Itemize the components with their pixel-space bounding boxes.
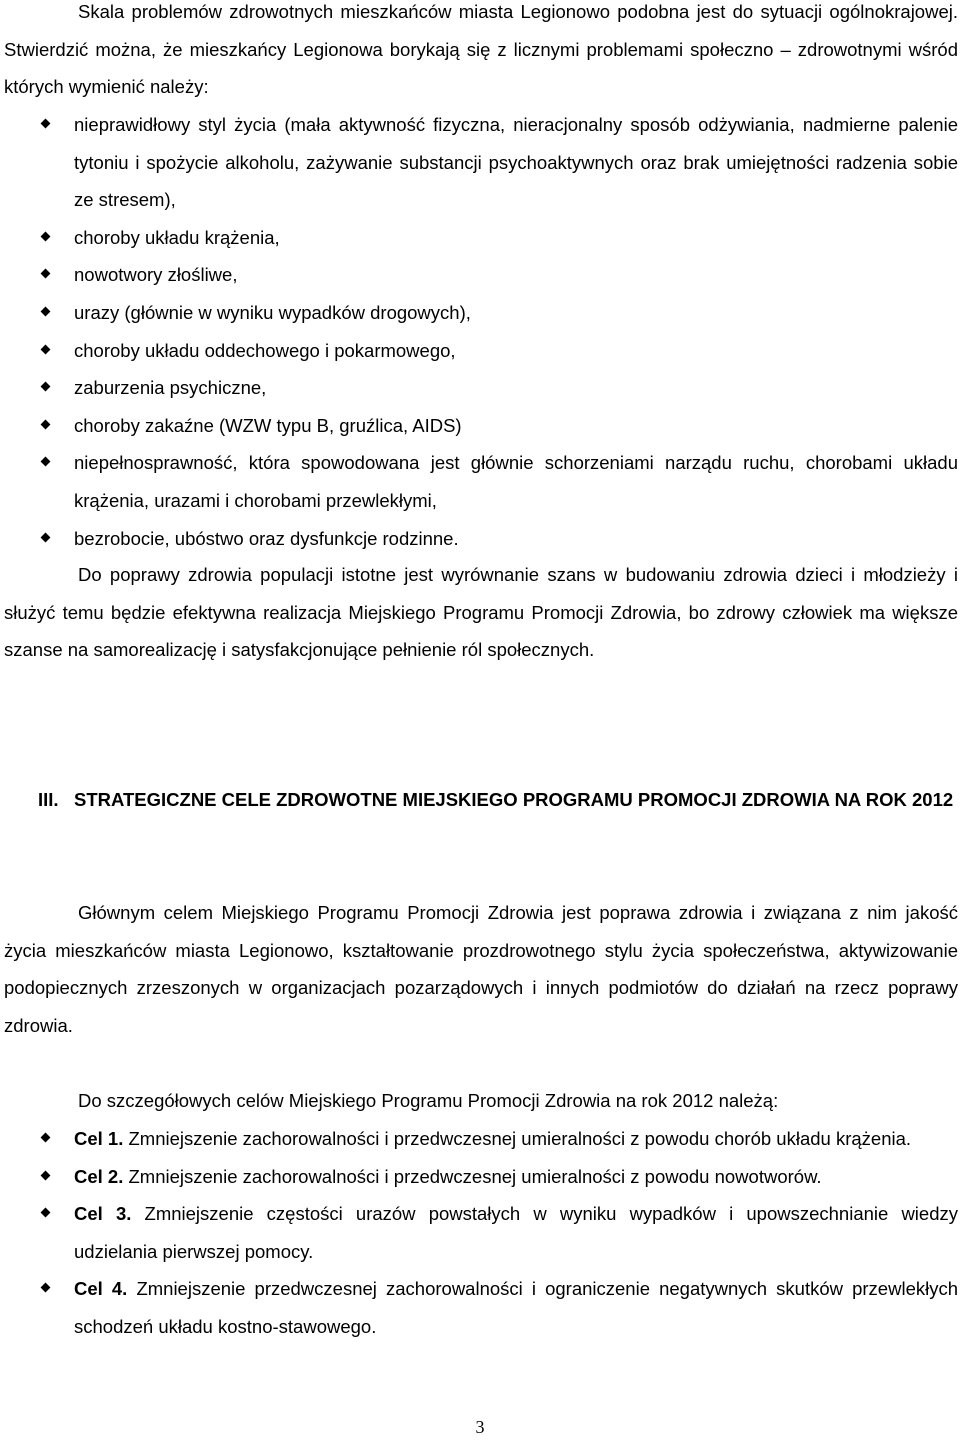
goal-label: Cel 2.: [74, 1165, 124, 1187]
diamond-bullet-icon: [41, 269, 51, 279]
goals-list: [4, 1120, 958, 1346]
goal-item: [4, 1270, 958, 1345]
intro-paragraph: Skala problemów zdrowotnych mieszkańców miasta Legionowo podobna jest do sytuacji ogólnokrajowej. Stwierdzić można, że mieszkańcy Legionowa borykają się z licznymi problemami społeczno – zdrowotnymi wśród których wymienić należy:: [4, 1, 958, 98]
diamond-bullet-icon: [41, 1170, 51, 1180]
goal-item: [4, 1158, 958, 1196]
diamond-bullet-icon: [41, 419, 51, 429]
goal-label: Cel 4.: [74, 1278, 128, 1300]
diamond-bullet-icon: [41, 119, 51, 129]
goal-item: [4, 1120, 958, 1158]
main-goal-paragraph: Głównym celem Miejskiego Programu Promocji Zdrowia jest poprawa zdrowia i związana z nim jakość życia mieszkańców miasta Legionowo, kształtowanie prozdrowotnego stylu życia społeczeństwa, aktywizowanie podopiecznych zrzeszonych w organizacjach pozarządowych i innych podmiotów do działań na rzecz poprawy zdrowia.: [4, 902, 958, 1036]
list-item: niepełnosprawność, która spowodowana jest głównie schorzeniami narządu ruchu, chorobami układu krążenia, urazami i chorobami przewlekłymi,: [4, 444, 958, 519]
diamond-bullet-icon: [41, 382, 51, 392]
diamond-bullet-icon: [41, 532, 51, 542]
diamond-bullet-icon: [41, 1283, 51, 1293]
list-item: nowotwory złośliwe,: [4, 256, 958, 294]
list-item: choroby zakaźne (WZW typu B, gruźlica, AIDS): [4, 407, 958, 445]
section-number: III.: [38, 789, 59, 810]
goal-text: Zmniejszenie częstości urazów powstałych w wyniku wypadków i upowszechnianie wiedzy udzielania pierwszej pomocy.: [74, 1203, 958, 1262]
goal-label: Cel 3.: [74, 1203, 132, 1225]
goal-text: Zmniejszenie zachorowalności i przedwczesnej umieralności z powodu chorób układu krążenia.: [128, 1128, 912, 1149]
page-number: 3: [475, 1417, 485, 1437]
diamond-bullet-icon: [41, 457, 51, 467]
diamond-bullet-icon: [41, 1133, 51, 1143]
diamond-bullet-icon: [41, 344, 51, 354]
list-item: choroby układu oddechowego i pokarmowego,: [4, 332, 958, 370]
list-item: zaburzenia psychiczne,: [4, 369, 958, 407]
diamond-bullet-icon: [41, 307, 51, 317]
list-item: nieprawidłowy styl życia (mała aktywność fizyczna, nieracjonalny sposób odżywiania, nadmierne palenie tytoniu i spożycie alkoholu, zażywanie substancji psychoaktywnych oraz brak umiejętności radzenia sobie ze stresem),: [4, 106, 958, 219]
diamond-bullet-icon: [41, 1208, 51, 1218]
list-item: bezrobocie, ubóstwo oraz dysfunkcje rodzinne.: [4, 520, 958, 558]
goal-label: Cel 1.: [74, 1128, 124, 1149]
goal-text: Zmniejszenie zachorowalności i przedwczesnej umieralności z powodu nowotworów.: [128, 1165, 822, 1187]
goal-text: Zmniejszenie przedwczesnej zachorowalności i ograniczenie negatywnych skutków przewlekłych schodzeń układu kostno-stawowego.: [74, 1278, 959, 1337]
section-heading: [4, 781, 958, 819]
diamond-bullet-icon: [41, 231, 51, 241]
list-item: choroby układu krążenia,: [4, 219, 958, 257]
problems-list: [4, 106, 958, 557]
detailed-goals-intro: Do szczegółowych celów Miejskiego Programu Promocji Zdrowia na rok 2012 należą:: [78, 1090, 779, 1111]
health-promotion-paragraph: Do poprawy zdrowia populacji istotne jest wyrównanie szans w budowaniu zdrowia dzieci i młodzieży i służyć temu będzie efektywna realizacja Miejskiego Programu Promocji Zdrowia, bo zdrowy człowiek ma większe szanse na samorealizację i satysfakcjonujące pełnienie ról społecznych.: [4, 564, 958, 661]
goal-item: [4, 1195, 958, 1270]
list-item: urazy (głównie w wyniku wypadków drogowych),: [4, 294, 958, 332]
section-title: STRATEGICZNE CELE ZDROWOTNE MIEJSKIEGO PROGRAMU PROMOCJI ZDROWIA NA ROK 2012: [74, 789, 954, 810]
